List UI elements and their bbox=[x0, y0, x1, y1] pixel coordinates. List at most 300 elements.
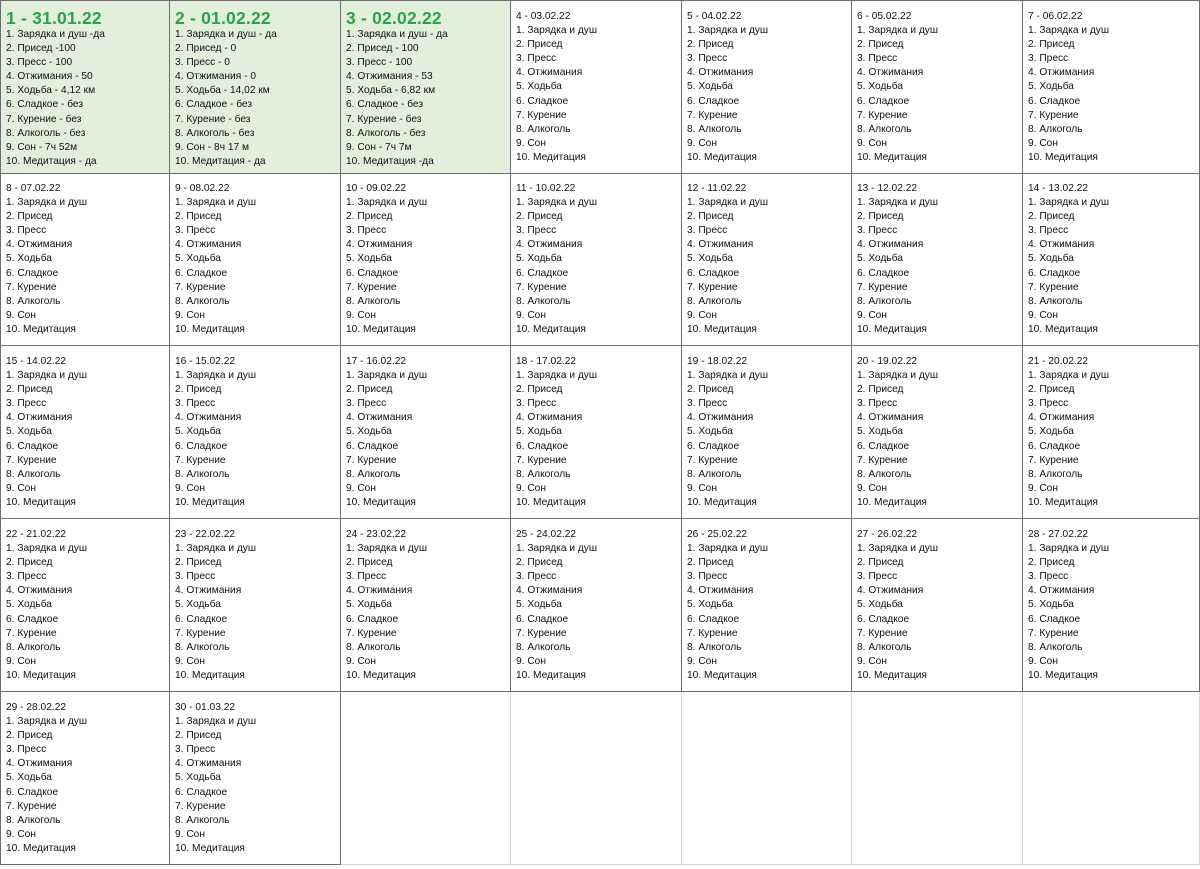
habit-item: 7. Курение - без bbox=[346, 113, 422, 125]
habit-item: 9. Сон bbox=[687, 482, 717, 494]
habit-item: 4. Отжимания bbox=[346, 585, 413, 597]
habit-item: 7. Курение bbox=[857, 454, 908, 466]
habit-item: 6. Сладкое bbox=[687, 613, 740, 625]
day-cell[interactable] bbox=[852, 0, 1023, 174]
day-title: 29 - 28.02.22 bbox=[6, 702, 67, 713]
habit-item: 9. Сон bbox=[857, 309, 887, 321]
habit-item: 10. Медитация bbox=[687, 669, 757, 681]
habit-item: 2. Присед bbox=[687, 557, 734, 569]
habit-item: 4. Отжимания bbox=[857, 239, 924, 251]
habit-item: 2. Присед bbox=[6, 384, 53, 396]
habit-item: 8. Алкоголь bbox=[6, 468, 61, 480]
habit-item: 1. Зарядка и душ bbox=[6, 716, 88, 728]
habit-item: 5. Ходьба bbox=[1028, 426, 1074, 438]
habit-item: 9. Сон bbox=[6, 482, 36, 494]
habit-item: 3. Пресс bbox=[346, 225, 387, 237]
day-cell[interactable] bbox=[511, 519, 682, 692]
habit-item: 7. Курение bbox=[346, 281, 397, 293]
habit-item: 1. Зарядка и душ -да bbox=[6, 29, 105, 40]
habit-item: 3. Пресс bbox=[857, 398, 898, 410]
habit-item: 7. Курение bbox=[175, 800, 226, 812]
habit-item: 2. Присед - 100 bbox=[346, 43, 419, 55]
habit-item: 5. Ходьба bbox=[346, 599, 392, 611]
day-cell[interactable] bbox=[0, 173, 170, 346]
day-title: 4 - 03.02.22 bbox=[516, 11, 571, 22]
habit-item: 2. Присед bbox=[857, 39, 904, 51]
habit-item: 7. Курение bbox=[6, 800, 57, 812]
habit-item: 5. Ходьба bbox=[516, 253, 562, 265]
habit-item: 9. Сон bbox=[346, 482, 376, 494]
habit-item: 5. Ходьба bbox=[175, 772, 221, 784]
day-cell[interactable] bbox=[341, 173, 511, 346]
habit-item: 2. Присед - 0 bbox=[175, 43, 237, 55]
habit-item: 1. Зарядка и душ bbox=[1028, 543, 1110, 555]
habit-item: 10. Медитация bbox=[1028, 496, 1098, 508]
day-title: 7 - 06.02.22 bbox=[1028, 11, 1083, 22]
habit-item: 10. Медитация bbox=[175, 669, 245, 681]
habit-item: 6. Сладкое bbox=[175, 613, 228, 625]
habit-item: 9. Сон bbox=[6, 828, 36, 840]
empty-cell[interactable] bbox=[511, 692, 682, 865]
habit-item: 2. Присед bbox=[175, 557, 222, 569]
day-title: 13 - 12.02.22 bbox=[857, 183, 918, 194]
habit-item: 1. Зарядка и душ bbox=[687, 543, 769, 555]
day-title: 8 - 07.02.22 bbox=[6, 183, 61, 194]
habit-item: 4. Отжимания - 53 bbox=[346, 71, 433, 83]
habit-item: 7. Курение bbox=[175, 281, 226, 293]
day-cell[interactable] bbox=[682, 519, 852, 692]
habit-item: 10. Медитация - да bbox=[6, 155, 97, 167]
day-title: 16 - 15.02.22 bbox=[175, 356, 236, 367]
day-cell[interactable] bbox=[852, 519, 1023, 692]
day-cell[interactable] bbox=[341, 346, 511, 519]
habit-item: 4. Отжимания bbox=[6, 412, 73, 424]
habit-item: 8. Алкоголь bbox=[857, 295, 912, 307]
habit-item: 1. Зарядка и душ bbox=[346, 543, 428, 555]
day-title: 18 - 17.02.22 bbox=[516, 356, 577, 367]
habit-item: 10. Медитация bbox=[1028, 669, 1098, 681]
habit-item: 7. Курение bbox=[687, 281, 738, 293]
habit-item: 1. Зарядка и душ bbox=[346, 197, 428, 209]
habit-item: 8. Алкоголь bbox=[516, 123, 571, 135]
habit-item: 8. Алкоголь bbox=[346, 641, 401, 653]
habit-item: 3. Пресс - 100 bbox=[6, 57, 73, 69]
habit-item: 6. Сладкое bbox=[346, 440, 399, 452]
habit-item: 10. Медитация bbox=[175, 842, 245, 854]
day-cell[interactable] bbox=[682, 0, 852, 174]
habit-item: 6. Сладкое bbox=[346, 613, 399, 625]
habit-item: 7. Курение bbox=[857, 627, 908, 639]
habit-item: 9. Сон bbox=[857, 655, 887, 667]
day-title: 22 - 21.02.22 bbox=[6, 529, 67, 540]
habit-item: 3. Пресс bbox=[687, 53, 728, 65]
habit-item: 10. Медитация bbox=[346, 669, 416, 681]
habit-item: 5. Ходьба bbox=[857, 253, 903, 265]
habit-item: 10. Медитация bbox=[6, 496, 76, 508]
habit-item: 8. Алкоголь bbox=[346, 468, 401, 480]
day-title: 21 - 20.02.22 bbox=[1028, 356, 1089, 367]
habit-item: 8. Алкоголь bbox=[175, 295, 230, 307]
habit-item: 3. Пресс bbox=[857, 571, 898, 583]
habit-item: 8. Алкоголь bbox=[175, 641, 230, 653]
habit-item: 5. Ходьба bbox=[857, 81, 903, 93]
day-cell[interactable] bbox=[682, 346, 852, 519]
habit-item: 5. Ходьба bbox=[175, 253, 221, 265]
habit-item: 9. Сон bbox=[175, 482, 205, 494]
habit-item: 3. Пресс bbox=[1028, 225, 1069, 237]
habit-item: 3. Пресс bbox=[516, 53, 557, 65]
day-title: 6 - 05.02.22 bbox=[857, 11, 912, 22]
habit-item: 1. Зарядка и душ bbox=[857, 370, 939, 382]
habit-item: 6. Сладкое bbox=[857, 95, 910, 107]
habit-item: 6. Сладкое bbox=[687, 95, 740, 107]
habit-item: 1. Зарядка и душ bbox=[687, 197, 769, 209]
habit-item: 9. Сон - 8ч 17 м bbox=[175, 141, 249, 153]
habit-item: 7. Курение bbox=[516, 109, 567, 121]
day-title: 23 - 22.02.22 bbox=[175, 529, 236, 540]
day-cell[interactable] bbox=[0, 346, 170, 519]
habit-item: 8. Алкоголь bbox=[687, 641, 742, 653]
habit-item: 6. Сладкое bbox=[857, 613, 910, 625]
habit-item: 8. Алкоголь bbox=[6, 295, 61, 307]
habit-item: 1. Зарядка и душ bbox=[857, 197, 939, 209]
habit-item: 4. Отжимания bbox=[175, 758, 242, 770]
habit-item: 4. Отжимания bbox=[857, 585, 924, 597]
habit-item: 7. Курение bbox=[346, 454, 397, 466]
habit-item: 6. Сладкое bbox=[1028, 267, 1081, 279]
habit-item: 2. Присед bbox=[175, 211, 222, 223]
habit-item: 7. Курение bbox=[6, 454, 57, 466]
habit-item: 8. Алкоголь - без bbox=[6, 127, 86, 139]
habit-item: 9. Сон bbox=[1028, 309, 1058, 321]
habit-item: 8. Алкоголь bbox=[687, 123, 742, 135]
habit-item: 7. Курение bbox=[516, 627, 567, 639]
empty-cell[interactable] bbox=[682, 692, 852, 865]
day-cell[interactable] bbox=[682, 173, 852, 346]
day-title: 14 - 13.02.22 bbox=[1028, 183, 1089, 194]
day-cell[interactable] bbox=[170, 173, 341, 346]
habit-item: 9. Сон bbox=[6, 309, 36, 321]
habit-item: 1. Зарядка и душ bbox=[516, 197, 598, 209]
day-title: 20 - 19.02.22 bbox=[857, 356, 918, 367]
habit-item: 3. Пресс bbox=[687, 571, 728, 583]
habit-item: 10. Медитация bbox=[857, 669, 927, 681]
habit-item: 2. Присед bbox=[1028, 39, 1075, 51]
habit-item: 3. Пресс bbox=[687, 225, 728, 237]
habit-item: 10. Медитация bbox=[6, 842, 76, 854]
habit-item: 1. Зарядка и душ bbox=[6, 197, 88, 209]
habit-item: 9. Сон bbox=[857, 482, 887, 494]
day-title: 30 - 01.03.22 bbox=[175, 702, 236, 713]
habit-item: 5. Ходьба bbox=[6, 772, 52, 784]
day-cell[interactable] bbox=[0, 692, 170, 865]
habit-item: 10. Медитация -да bbox=[346, 155, 434, 167]
habit-item: 5. Ходьба bbox=[1028, 599, 1074, 611]
habit-item: 3. Пресс bbox=[175, 571, 216, 583]
habit-item: 10. Медитация bbox=[6, 669, 76, 681]
empty-cell[interactable] bbox=[852, 692, 1023, 865]
habit-item: 3. Пресс bbox=[175, 744, 216, 756]
habit-item: 2. Присед bbox=[857, 211, 904, 223]
habit-item: 6. Сладкое bbox=[857, 440, 910, 452]
habit-item: 1. Зарядка и душ - да bbox=[346, 29, 448, 40]
habit-item: 1. Зарядка и душ bbox=[516, 25, 598, 37]
day-cell[interactable] bbox=[341, 519, 511, 692]
day-title: 26 - 25.02.22 bbox=[687, 529, 748, 540]
habit-item: 5. Ходьба bbox=[1028, 253, 1074, 265]
habit-item: 2. Присед bbox=[1028, 384, 1075, 396]
habit-item: 3. Пресс bbox=[1028, 571, 1069, 583]
habit-item: 5. Ходьба bbox=[516, 426, 562, 438]
habit-item: 9. Сон - 7ч 52м bbox=[6, 141, 78, 153]
habit-item: 7. Курение bbox=[6, 281, 57, 293]
habit-item: 9. Сон bbox=[346, 655, 376, 667]
habit-item: 10. Медитация bbox=[175, 323, 245, 335]
habit-item: 6. Сладкое - без bbox=[6, 99, 84, 111]
habit-item: 6. Сладкое bbox=[516, 613, 569, 625]
habit-item: 1. Зарядка и душ bbox=[857, 25, 939, 37]
habit-item: 3. Пресс bbox=[857, 53, 898, 65]
day-title: 27 - 26.02.22 bbox=[857, 529, 918, 540]
habit-item: 3. Пресс bbox=[6, 225, 47, 237]
habit-item: 3. Пресс - 100 bbox=[346, 57, 413, 69]
habit-item: 2. Присед bbox=[346, 211, 393, 223]
habit-item: 6. Сладкое bbox=[175, 786, 228, 798]
empty-cell[interactable] bbox=[341, 692, 511, 865]
habit-item: 8. Алкоголь bbox=[516, 468, 571, 480]
habit-item: 7. Курение bbox=[687, 454, 738, 466]
habit-item: 7. Курение bbox=[687, 627, 738, 639]
habit-item: 1. Зарядка и душ bbox=[1028, 197, 1110, 209]
habit-item: 7. Курение bbox=[1028, 627, 1079, 639]
habit-item: 2. Присед bbox=[516, 384, 563, 396]
habit-item: 2. Присед bbox=[175, 730, 222, 742]
habit-item: 6. Сладкое bbox=[516, 440, 569, 452]
habit-item: 8. Алкоголь - без bbox=[175, 127, 255, 139]
habit-item: 8. Алкоголь bbox=[1028, 295, 1083, 307]
empty-cell[interactable] bbox=[1023, 692, 1200, 865]
day-cell[interactable] bbox=[170, 519, 341, 692]
habit-item: 1. Зарядка и душ bbox=[6, 543, 88, 555]
day-cell[interactable] bbox=[170, 346, 341, 519]
habit-item: 9. Сон bbox=[687, 309, 717, 321]
habit-item: 3. Пресс bbox=[516, 571, 557, 583]
habit-item: 10. Медитация bbox=[687, 496, 757, 508]
habit-item: 2. Присед bbox=[857, 557, 904, 569]
habit-item: 6. Сладкое - без bbox=[175, 99, 253, 111]
habit-item: 8. Алкоголь bbox=[687, 468, 742, 480]
habit-item: 6. Сладкое bbox=[175, 267, 228, 279]
habit-item: 6. Сладкое bbox=[6, 267, 59, 279]
day-title: 5 - 04.02.22 bbox=[687, 11, 742, 22]
habit-item: 8. Алкоголь bbox=[175, 814, 230, 826]
habit-item: 7. Курение bbox=[687, 109, 738, 121]
habit-item: 10. Медитация bbox=[687, 151, 757, 163]
day-cell[interactable] bbox=[1023, 519, 1200, 692]
habit-item: 4. Отжимания bbox=[175, 412, 242, 424]
habit-item: 4. Отжимания bbox=[346, 412, 413, 424]
habit-item: 1. Зарядка и душ bbox=[175, 716, 257, 728]
habit-item: 2. Присед bbox=[687, 211, 734, 223]
habit-item: 1. Зарядка и душ bbox=[516, 543, 598, 555]
habit-item: 4. Отжимания bbox=[6, 758, 73, 770]
habit-item: 7. Курение bbox=[516, 454, 567, 466]
habit-item: 10. Медитация - да bbox=[175, 155, 266, 167]
day-title: 19 - 18.02.22 bbox=[687, 356, 748, 367]
habit-item: 4. Отжимания bbox=[1028, 239, 1095, 251]
habit-item: 10. Медитация bbox=[857, 151, 927, 163]
day-cell[interactable] bbox=[852, 346, 1023, 519]
habit-item: 8. Алкоголь bbox=[6, 641, 61, 653]
habit-item: 2. Присед bbox=[1028, 557, 1075, 569]
habit-item: 7. Курение bbox=[175, 454, 226, 466]
habit-item: 9. Сон bbox=[175, 828, 205, 840]
habit-item: 3. Пресс bbox=[346, 398, 387, 410]
habit-item: 9. Сон bbox=[346, 309, 376, 321]
habit-item: 10. Медитация bbox=[346, 323, 416, 335]
habit-item: 6. Сладкое bbox=[6, 613, 59, 625]
habit-item: 6. Сладкое bbox=[175, 440, 228, 452]
habit-item: 6. Сладкое bbox=[516, 267, 569, 279]
habit-item: 5. Ходьба - 6,82 км bbox=[346, 85, 436, 97]
habit-item: 3. Пресс - 0 bbox=[175, 57, 230, 69]
habit-item: 8. Алкоголь bbox=[687, 295, 742, 307]
day-cell[interactable] bbox=[1023, 346, 1200, 519]
habit-item: 9. Сон bbox=[6, 655, 36, 667]
habit-item: 1. Зарядка и душ bbox=[687, 370, 769, 382]
habit-item: 5. Ходьба bbox=[516, 81, 562, 93]
habit-item: 10. Медитация bbox=[857, 496, 927, 508]
habit-item: 5. Ходьба bbox=[346, 426, 392, 438]
habit-item: 5. Ходьба bbox=[687, 253, 733, 265]
habit-item: 10. Медитация bbox=[1028, 323, 1098, 335]
habit-item: 4. Отжимания bbox=[175, 239, 242, 251]
habit-item: 6. Сладкое bbox=[1028, 613, 1081, 625]
day-cell[interactable] bbox=[0, 0, 170, 174]
day-cell[interactable] bbox=[1023, 173, 1200, 346]
day-cell[interactable] bbox=[1023, 0, 1200, 174]
habit-item: 5. Ходьба bbox=[687, 426, 733, 438]
habit-item: 7. Курение bbox=[6, 627, 57, 639]
habit-item: 5. Ходьба bbox=[175, 599, 221, 611]
day-title: 15 - 14.02.22 bbox=[6, 356, 67, 367]
habit-item: 2. Присед bbox=[346, 384, 393, 396]
habit-item: 6. Сладкое bbox=[346, 267, 399, 279]
habit-item: 3. Пресс bbox=[516, 398, 557, 410]
day-cell[interactable] bbox=[511, 0, 682, 174]
day-cell[interactable] bbox=[170, 0, 341, 174]
day-cell[interactable] bbox=[852, 173, 1023, 346]
habit-item: 8. Алкоголь bbox=[1028, 641, 1083, 653]
habit-item: 5. Ходьба bbox=[6, 599, 52, 611]
habit-item: 10. Медитация bbox=[516, 151, 586, 163]
habit-item: 5. Ходьба bbox=[6, 253, 52, 265]
habit-item: 5. Ходьба bbox=[687, 81, 733, 93]
habit-item: 8. Алкоголь bbox=[857, 641, 912, 653]
habit-item: 8. Алкоголь bbox=[346, 295, 401, 307]
habit-item: 2. Присед bbox=[687, 384, 734, 396]
habit-item: 2. Присед bbox=[516, 211, 563, 223]
habit-item: 10. Медитация bbox=[1028, 151, 1098, 163]
habit-item: 4. Отжимания bbox=[516, 412, 583, 424]
habit-item: 2. Присед bbox=[516, 39, 563, 51]
habit-item: 4. Отжимания bbox=[857, 67, 924, 79]
day-cell[interactable] bbox=[170, 692, 341, 865]
day-cell[interactable] bbox=[0, 519, 170, 692]
habit-item: 9. Сон bbox=[516, 655, 546, 667]
day-title: 11 - 10.02.22 bbox=[516, 183, 576, 194]
habit-item: 9. Сон bbox=[175, 655, 205, 667]
habit-item: 9. Сон bbox=[1028, 482, 1058, 494]
day-title: 10 - 09.02.22 bbox=[346, 183, 407, 194]
habit-item: 10. Медитация bbox=[516, 323, 586, 335]
habit-item: 4. Отжимания - 0 bbox=[175, 71, 256, 83]
habit-item: 1. Зарядка и душ bbox=[516, 370, 598, 382]
habit-item: 8. Алкоголь bbox=[1028, 123, 1083, 135]
habit-item: 10. Медитация bbox=[516, 496, 586, 508]
habit-item: 3. Пресс bbox=[175, 225, 216, 237]
habit-item: 8. Алкоголь bbox=[857, 468, 912, 480]
habit-item: 4. Отжимания bbox=[516, 239, 583, 251]
habit-item: 5. Ходьба bbox=[346, 253, 392, 265]
habit-item: 6. Сладкое bbox=[687, 440, 740, 452]
habit-item: 4. Отжимания bbox=[516, 585, 583, 597]
habit-item: 2. Присед bbox=[175, 384, 222, 396]
habit-item: 4. Отжимания bbox=[1028, 585, 1095, 597]
habit-item: 1. Зарядка и душ bbox=[857, 543, 939, 555]
habit-item: 5. Ходьба bbox=[175, 426, 221, 438]
habit-item: 2. Присед bbox=[857, 384, 904, 396]
habit-item: 2. Присед bbox=[6, 557, 53, 569]
habit-item: 6. Сладкое bbox=[1028, 440, 1081, 452]
day-title: 28 - 27.02.22 bbox=[1028, 529, 1089, 540]
habit-item: 1. Зарядка и душ bbox=[1028, 370, 1110, 382]
habit-item: 6. Сладкое bbox=[857, 267, 910, 279]
habit-item: 10. Медитация bbox=[857, 323, 927, 335]
habit-item: 4. Отжимания bbox=[6, 239, 73, 251]
habit-item: 7. Курение bbox=[857, 281, 908, 293]
habit-item: 6. Сладкое bbox=[1028, 95, 1081, 107]
habit-item: 4. Отжимания bbox=[175, 585, 242, 597]
day-title: 3 - 02.02.22 bbox=[346, 8, 442, 28]
habit-item: 5. Ходьба bbox=[6, 426, 52, 438]
habit-item: 7. Курение - без bbox=[175, 113, 251, 125]
habit-item: 3. Пресс bbox=[6, 398, 47, 410]
habit-item: 3. Пресс bbox=[857, 225, 898, 237]
habit-item: 4. Отжимания bbox=[857, 412, 924, 424]
habit-item: 7. Курение bbox=[175, 627, 226, 639]
habit-item: 3. Пресс bbox=[6, 571, 47, 583]
day-title: 1 - 31.01.22 bbox=[6, 8, 102, 28]
habit-item: 1. Зарядка и душ bbox=[687, 25, 769, 37]
day-cell[interactable] bbox=[341, 0, 511, 174]
habit-item: 3. Пресс bbox=[6, 744, 47, 756]
habit-item: 2. Присед bbox=[687, 39, 734, 51]
habit-item: 1. Зарядка и душ bbox=[1028, 25, 1110, 37]
habit-item: 3. Пресс bbox=[687, 398, 728, 410]
habit-item: 9. Сон bbox=[516, 137, 546, 149]
habit-item: 8. Алкоголь bbox=[1028, 468, 1083, 480]
habit-item: 10. Медитация bbox=[687, 323, 757, 335]
day-cell[interactable] bbox=[511, 346, 682, 519]
habit-item: 10. Медитация bbox=[175, 496, 245, 508]
day-cell[interactable] bbox=[511, 173, 682, 346]
habit-item: 4. Отжимания bbox=[1028, 67, 1095, 79]
habit-item: 3. Пресс bbox=[175, 398, 216, 410]
habit-item: 9. Сон bbox=[516, 309, 546, 321]
habit-item: 6. Сладкое bbox=[6, 786, 59, 798]
day-title: 24 - 23.02.22 bbox=[346, 529, 407, 540]
